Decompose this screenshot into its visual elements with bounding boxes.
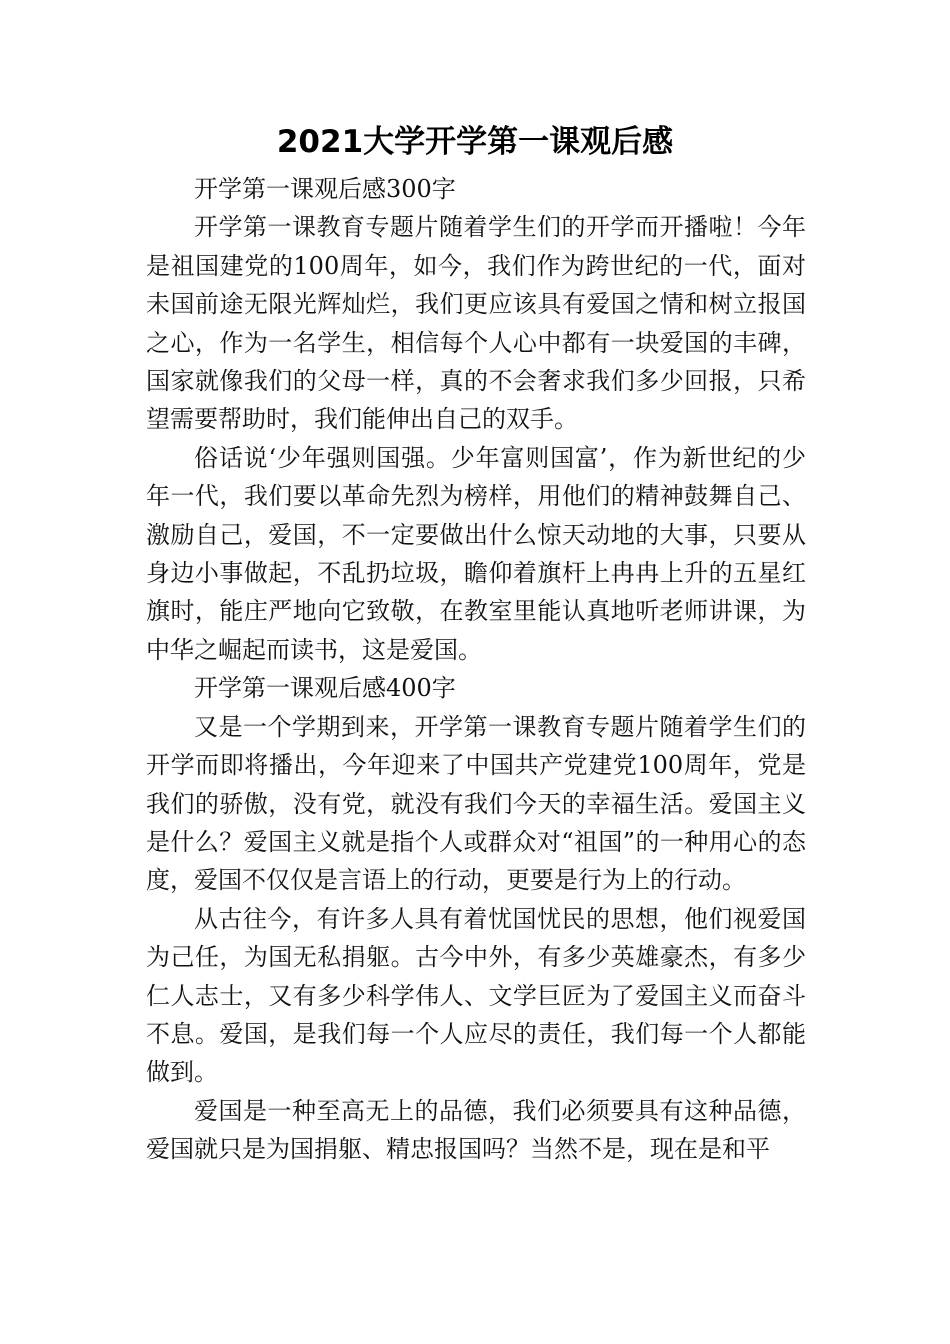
paragraph: 从古往今，有许多人具有着忧国忧民的思想，他们视爱国为己任，为国无私捐躯。古今中外，有多少英雄豪杰，有多少仁人志士，又有多少科学伟人、文学巨匠为了爱国主义而奋斗不息。爱国，是我们每一个人应尽的责任，我们每一个人都能做到。 bbox=[146, 904, 806, 1087]
paragraph: 俗话说‘少年强则国强。少年富则国富’，作为新世纪的少年一代，我们要以革命先烈为榜样，用他们的精神鼓舞自己、激励自己，爱国，不一定要做出什么惊天动地的大事，只要从身边小事做起，不乱扔垃圾，瞻仰着旗杆上冉冉上升的五星红旗时，能庄严地向它致敬，在教室里能认真地听老师讲课，为中华之崛起而读书，这是爱国。 bbox=[146, 443, 806, 664]
section-heading-300: 开学第一课观后感300字 bbox=[194, 175, 456, 203]
document-title: 2021大学开学第一课观后感 bbox=[276, 124, 674, 160]
document-body bbox=[146, 170, 806, 1169]
paragraph: 又是一个学期到来，开学第一课教育专题片随着学生们的开学而即将播出，今年迎来了中国共产党建党100周年，党是我们的骄傲，没有党，就没有我们今天的幸福生活。爱国主义是什么？爱国主义就是指个人或群众对“祖国”的一种用心的态度，爱国不仅仅是言语上的行动，更要是行为上的行动。 bbox=[146, 712, 806, 895]
paragraph: 爱国是一种至高无上的品德，我们必须要具有这种品德，爱国就只是为国捐躯、精忠报国吗？当然不是，现在是和平 bbox=[146, 1096, 806, 1164]
section-heading-400: 开学第一课观后感400字 bbox=[194, 674, 456, 703]
paragraph: 开学第一课教育专题片随着学生们的开学而开播啦！今年是祖国建党的100周年，如今，我们作为跨世纪的一代，面对未国前途无限光辉灿烂，我们更应该具有爱国之情和树立报国之心，作为一名学生，相信每个人心中都有一块爱国的丰碑，国家就像我们的父母一样，真的不会奢求我们多少回报，只希望需要帮助时，我们能伸出自己的双手。 bbox=[146, 213, 806, 434]
